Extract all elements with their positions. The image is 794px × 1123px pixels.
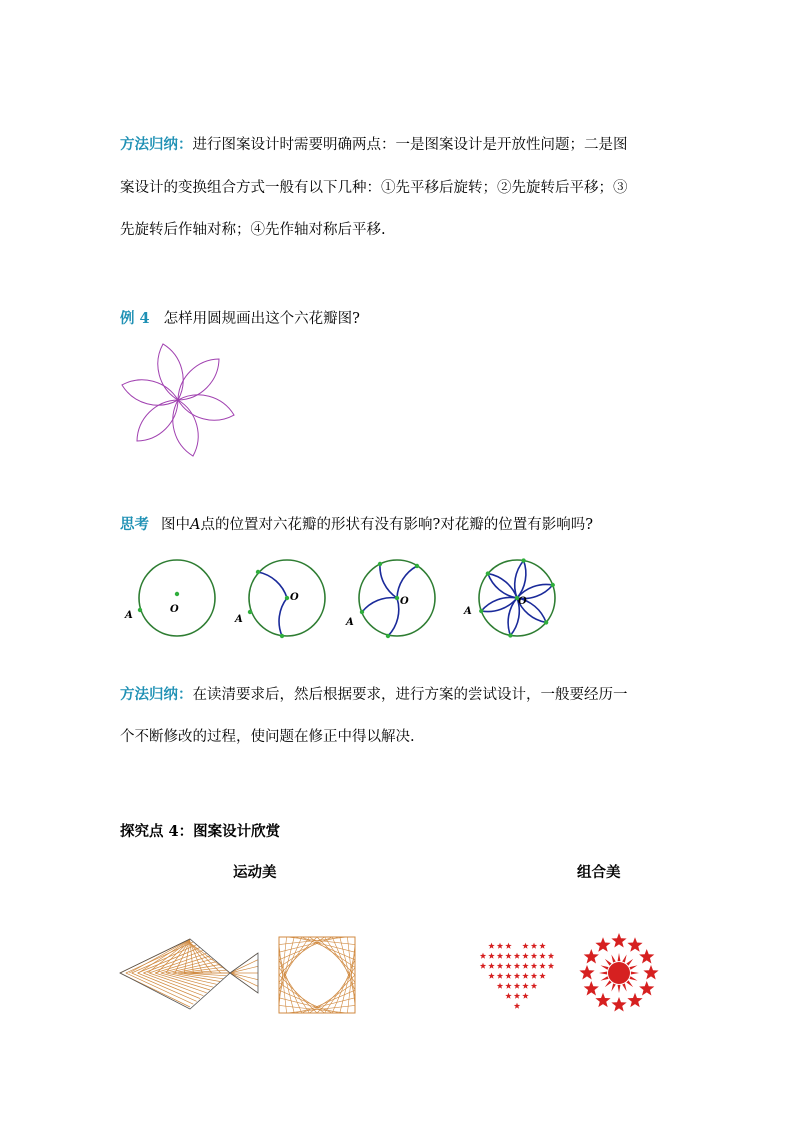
sun-ray	[611, 955, 615, 963]
sun-ray	[601, 965, 609, 969]
circle-diagram-1	[122, 556, 222, 646]
square-string	[332, 937, 355, 990]
sun-ray	[599, 972, 607, 975]
point-a-label: A	[464, 606, 472, 617]
fish-string	[126, 973, 194, 1004]
heart-star	[539, 973, 545, 979]
heart-star	[522, 983, 528, 989]
sun-star	[595, 937, 610, 951]
heart-star	[531, 983, 537, 989]
sun-ray	[626, 980, 633, 987]
circle-diagram-4	[462, 556, 572, 646]
heart-star	[497, 943, 503, 949]
heart-star	[548, 963, 554, 969]
center-label: O	[290, 592, 299, 603]
center-label: O	[518, 596, 527, 607]
sun-ray	[611, 983, 615, 991]
sun-star	[579, 965, 594, 979]
sun-ray	[622, 955, 626, 963]
sun-star	[627, 993, 642, 1007]
sun-star	[643, 965, 658, 979]
heart-star	[505, 993, 511, 999]
heart-star	[539, 953, 545, 959]
sun-star	[627, 937, 642, 951]
sun-ray	[618, 953, 621, 961]
example-4-text: 怎样用圆规画出这个六花瓣图?	[163, 311, 360, 327]
think-text-suffix: 点的位置对六花瓣的形状有没有影响?对花瓣的位置有影响吗?	[200, 517, 594, 533]
rosette-point	[508, 633, 512, 637]
method-summary-2-text-1: 在读清要求后，然后根据要求，进行方案的尝试设计，一般要经历一	[192, 687, 628, 703]
point-a-label: A	[346, 617, 354, 628]
heart-star	[497, 983, 503, 989]
rosette-point	[486, 571, 490, 575]
heart-star	[480, 963, 486, 969]
example-4-question	[120, 307, 360, 328]
heart-star	[505, 943, 511, 949]
six-petal-flower-figure	[118, 340, 238, 460]
method-summary-text-1: 进行图案设计时需要明确两点：一是图案设计是开放性问题；二是图	[192, 137, 628, 153]
heart-star	[539, 963, 545, 969]
rosette-petal	[515, 561, 526, 598]
sun-star	[639, 981, 654, 995]
rosette-point	[551, 583, 555, 587]
heart-star	[514, 983, 520, 989]
square-string	[279, 960, 302, 1013]
heart-star	[522, 943, 528, 949]
heart-star	[488, 973, 494, 979]
sun-ray	[605, 980, 612, 987]
sun-ray	[629, 976, 637, 980]
heart-star	[505, 953, 511, 959]
heart-star	[531, 973, 537, 979]
method-summary-2-line-1	[120, 683, 628, 704]
heart-star	[505, 973, 511, 979]
sun-ray	[631, 972, 639, 975]
heart-star	[539, 943, 545, 949]
heart-star	[522, 953, 528, 959]
heart-star	[522, 993, 528, 999]
sun-star	[584, 981, 599, 995]
sun-ray	[605, 959, 612, 966]
heart-star	[497, 973, 503, 979]
circle-diagram-3	[342, 556, 442, 646]
section-title: 探究点 4：图案设计欣赏	[120, 823, 281, 840]
square-string-art	[277, 935, 357, 1015]
heart-star	[505, 983, 511, 989]
rosette-point	[521, 558, 525, 562]
flower-petal	[178, 359, 219, 400]
circle-diagram-2	[232, 556, 332, 646]
heart-star	[522, 963, 528, 969]
rosette-petal	[488, 574, 517, 598]
heart-star	[488, 943, 494, 949]
heart-star	[522, 973, 528, 979]
fish-string-art	[118, 935, 263, 1015]
heart-star	[514, 963, 520, 969]
example-4-keyword: 例 4	[120, 310, 150, 327]
think-var-a: A	[190, 517, 201, 533]
heart-star	[514, 993, 520, 999]
heart-star	[497, 963, 503, 969]
motion-beauty-caption: 运动美	[233, 864, 277, 881]
heart-star	[531, 963, 537, 969]
heart-of-stars	[477, 940, 557, 1015]
heart-star	[531, 953, 537, 959]
heart-star	[497, 953, 503, 959]
tail-string	[230, 960, 258, 973]
flower-petal	[137, 400, 178, 441]
heart-star	[488, 953, 494, 959]
fish-string	[190, 943, 221, 973]
rosette-point	[544, 620, 548, 624]
tail-string	[230, 973, 258, 986]
method-summary-line-3: 先旋转后作轴对称；④先作轴对称后平移.	[120, 222, 386, 238]
center-label: O	[400, 596, 409, 607]
heart-star	[531, 943, 537, 949]
rosette-point	[479, 609, 483, 613]
sun-star	[595, 993, 610, 1007]
point-a	[138, 608, 142, 612]
combination-beauty-caption: 组合美	[577, 864, 621, 881]
sun-star	[611, 997, 626, 1011]
rosette-petal	[481, 597, 517, 611]
sun-star	[611, 933, 626, 947]
center-point	[175, 592, 179, 596]
square-string	[302, 990, 355, 1013]
heart-star	[480, 953, 486, 959]
sun-ray	[622, 983, 626, 991]
method-summary-keyword: 方法归纳：	[120, 136, 193, 153]
sun-ray	[626, 959, 633, 966]
point-a-label: A	[235, 614, 243, 625]
method-summary-2-line-2: 个不断修改的过程，使问题在修正中得以解决.	[120, 729, 415, 745]
think-text-prefix: 图中	[161, 517, 190, 533]
think-question	[120, 513, 593, 534]
sun-star	[639, 949, 654, 963]
heart-star	[488, 963, 494, 969]
sun-ray	[601, 976, 609, 980]
sun-ray	[618, 985, 621, 993]
sun-of-stars	[578, 932, 660, 1014]
method-summary-2-keyword: 方法归纳：	[120, 686, 193, 703]
method-summary-line-2: 案设计的变换组合方式一般有以下几种：①先平移后旋转；②先旋转后平移；③	[120, 180, 628, 196]
sun-ray	[629, 965, 637, 969]
heart-star	[514, 1003, 520, 1009]
think-keyword: 思考	[120, 516, 149, 533]
square-string	[279, 937, 332, 960]
point-a-label: A	[125, 610, 133, 621]
heart-star	[548, 953, 554, 959]
center-label: O	[170, 604, 179, 615]
heart-star	[514, 973, 520, 979]
heart-star	[505, 963, 511, 969]
heart-star	[514, 953, 520, 959]
sun-star	[584, 949, 599, 963]
method-summary-line-1	[120, 133, 628, 154]
